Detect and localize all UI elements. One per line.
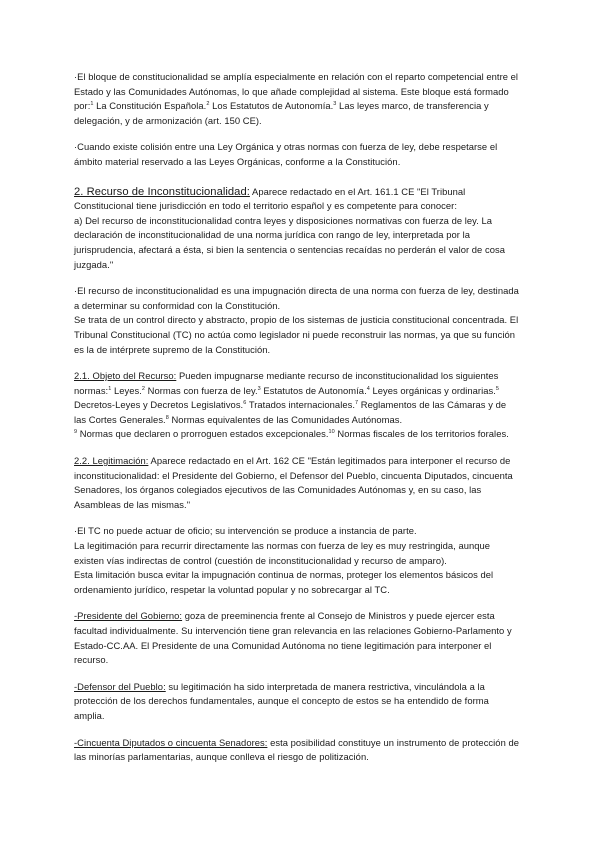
footnote-ref: 2 — [206, 101, 210, 108]
quote-text: a) Del recurso de inconstitucionalidad contra leyes y disposiciones normativas con fuerza de ley. La declaración de inconstitucionalidad de una norma jurídica con rango de ley, interpretada por la jurisprudencia, afectará a ésta, si bien la sentencia o sentencias recaídas no perderán el valor de cosa juzgada." — [74, 214, 505, 270]
footnote-ref: 3 — [257, 385, 261, 392]
paragraph-tc-oficio — [74, 524, 520, 597]
text: Se trata de un control directo y abstracto, propio de los sistemas de justicia constitucional concentrada. El Tribunal Constitucional (TC) no actúa como legislador ni puede reconstruir las normas, ya que su función es la de intérprete supremo de la Constitución. — [74, 314, 519, 355]
paragraph-bloque-constitucionalidad — [74, 70, 520, 128]
text: Aparece redactado en el Art. 161.1 CE "El Tribunal Constitucional tiene jurisdicción en todo el territorio español y es competente para conocer: — [74, 185, 466, 212]
section-heading: 2. Recurso de Inconstitucionalidad: — [74, 185, 250, 198]
text: ·El bloque de constitucionalidad se amplía especialmente en relación con el reparto competencial entre el Estado y las Comunidades Autónomas, lo que añade complejidad al sistema. Este bloque está formado por: — [74, 71, 519, 112]
text: Reglamentos de las Cámaras y de las Cortes Generales. — [74, 399, 507, 425]
text: La legitimación para recurrir directamente las normas con fuerza de ley es muy restringida, aunque existen vías indirectas de control (cuestión de inconstitucionalidad y recurso de amparo). — [74, 540, 491, 566]
text: Esta limitación busca evitar la impugnación continua de normas, proteger los elementos básicos del ordenamiento jurídico, respetar la voluntad popular y no sobrecargar al TC. — [74, 569, 494, 595]
text: su legitimación ha sido interpretada de manera restrictiva, vinculándola a la protección de los derechos fundamentales, aunque el concepto de estos se ha entendido de forma amplia. — [74, 680, 489, 721]
paragraph-colision-leyes: ·Cuando existe colisión entre una Ley Orgánica y otras normas con fuerza de ley, debe respetarse el ámbito material reservado a las Leyes Orgánicas, conforme a la Constitución. — [74, 141, 498, 167]
text: Tratados internacionales. — [246, 399, 355, 411]
footnote-ref: 3 — [333, 101, 337, 108]
paragraph-recurso-definicion — [74, 284, 520, 357]
footnote-ref: 1 — [90, 101, 94, 108]
text: Estatutos de Autonomía. — [260, 384, 367, 396]
item-diputados-senadores — [74, 736, 520, 765]
footnote-ref: 4 — [366, 385, 370, 392]
footnote-ref: 9 — [74, 429, 78, 436]
text: Normas con fuerza de ley. — [145, 384, 258, 396]
text: Normas que declaren o prorroguen estados excepcionales. — [77, 428, 329, 440]
text: goza de preeminencia frente al Consejo de Ministros y puede ejercer esta facultad individualmente. Su intervención tiene gran relevancia en las relaciones Gobierno-Parlamento y Estado-CC.AA. El Presidente de una Comunidad Autónoma no tiene legitimación para interponer el recurso. — [74, 610, 512, 666]
section-legitimacion — [74, 454, 520, 512]
footnote-ref: 5 — [495, 385, 499, 392]
item-label: -Cincuenta Diputados o cincuenta Senadores: — [74, 736, 268, 748]
text: Normas fiscales de los territorios forales. — [334, 428, 509, 440]
text: Leyes. — [111, 384, 142, 396]
section-recurso-inconstitucionalidad — [74, 185, 520, 273]
subsection-heading: 2.2. Legitimación: — [74, 455, 149, 467]
section-objeto-recurso — [74, 369, 520, 442]
subsection-heading: 2.1. Objeto del Recurso: — [74, 370, 177, 382]
text: Normas equivalentes de las Comunidades Autónomas. — [168, 413, 403, 425]
text: Las leyes marco, de transferencia y delegación, y de armonización (art. 150 CE). — [74, 100, 489, 126]
text: ·El TC no puede actuar de oficio; su intervención se produce a instancia de parte. — [74, 525, 417, 537]
text: Decretos-Leyes y Decretos Legislativos. — [74, 399, 244, 411]
footnote-ref: 6 — [243, 400, 247, 407]
footnote-ref: 1 — [108, 385, 112, 392]
footnote-ref: 10 — [328, 429, 335, 436]
text: Leyes orgánicas y ordinarias. — [369, 384, 496, 396]
text: esta posibilidad constituye un instrumento de protección de las minorías parlamentarias, aunque conlleva el riesgo de politización. — [74, 736, 520, 763]
text: Aparece redactado en el Art. 162 CE "Están legitimados para interponer el recurso de inconstitucionalidad: el Presidente del Gobierno, el Defensor del Pueblo, cincuenta Diputados, cincuenta Senadores, los órganos colegiados ejecutivos de las Comunidades Autónomas y, en su caso, las Asambleas de las mismas." — [74, 455, 513, 510]
item-label: -Presidente del Gobierno: — [74, 610, 183, 622]
item-label: -Defensor del Pueblo: — [74, 680, 166, 692]
footnote-ref: 8 — [165, 414, 169, 421]
item-defensor-pueblo — [74, 680, 520, 724]
item-presidente-gobierno — [74, 609, 520, 667]
text: ·El recurso de inconstitucionalidad es una impugnación directa de una norma con fuerza de ley, destinada a determinar su conformidad con la Constitución. — [74, 285, 519, 311]
text: Pueden impugnarse mediante recurso de inconstitucionalidad los siguientes normas: — [74, 370, 499, 396]
text: Los Estatutos de Autonomía. — [209, 100, 334, 112]
text: La Constitución Española. — [93, 100, 207, 112]
footnote-ref: 2 — [141, 385, 146, 392]
footnote-ref: 7 — [354, 400, 359, 407]
